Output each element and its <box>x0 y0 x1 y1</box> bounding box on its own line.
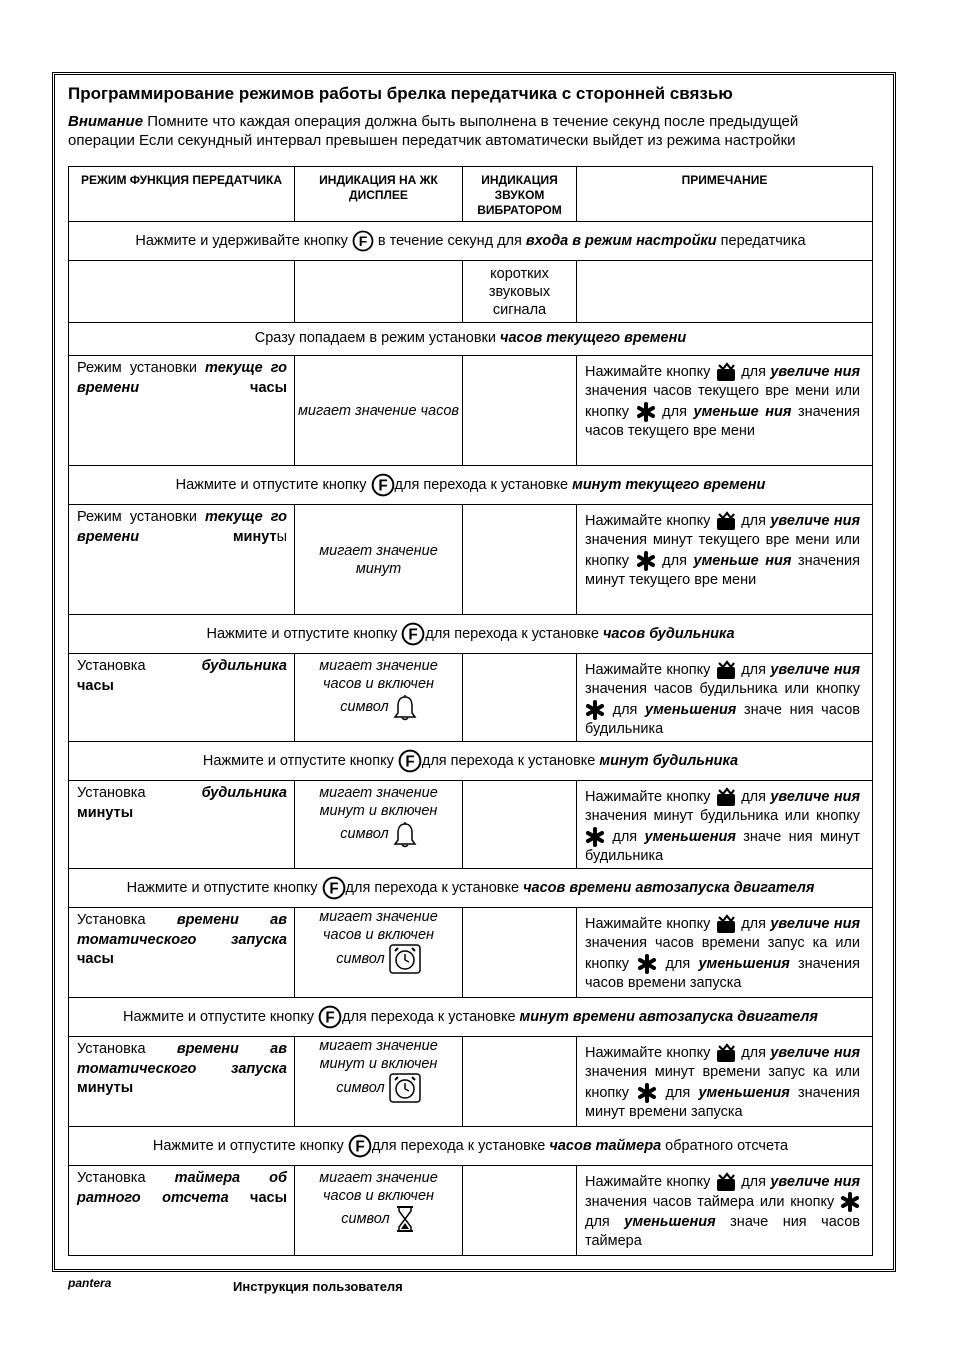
note-cell: Нажимайте кнопку для увеличе ния значения часов таймера или кнопку для уменьшения значе ния часов таймера <box>577 1166 873 1256</box>
asterisk-button-icon <box>585 700 605 720</box>
instruction-band: Нажмите и отпустите кнопку F для перехода к установке часов таймера обратного отсчета <box>69 1127 873 1166</box>
alarm-clock-icon <box>389 944 421 974</box>
svg-text:F: F <box>405 753 415 771</box>
asterisk-button-icon <box>636 551 656 571</box>
table-row <box>69 261 873 323</box>
lock-button-icon <box>715 1172 737 1192</box>
asterisk-button-icon <box>637 954 657 974</box>
sound-cell: коротких звуковых сигнала <box>463 261 577 323</box>
table-row <box>69 908 873 998</box>
note-cell: Нажимайте кнопку для увеличе ния значения минут будильника или кнопку для уменьшения значе ния минут будильника <box>577 781 873 869</box>
attention-label: Внимание <box>68 113 144 130</box>
hourglass-icon <box>394 1205 416 1233</box>
header-note: ПРИМЕЧАНИЕ <box>577 167 873 222</box>
footer-text: Инструкция пользователя <box>233 1279 403 1294</box>
table-row <box>69 654 873 742</box>
table-row <box>69 1166 873 1256</box>
svg-text:F: F <box>355 1138 365 1156</box>
attention-note: Внимание Помните что каждая операция должна быть выполнена в течение секунд после предыдущей операции Если секундный интервал превышен передатчик автоматически выйдет из режима настройки <box>68 113 799 149</box>
instruction-band: Нажмите и отпустите кнопку F для перехода к установке минут будильника <box>69 742 873 781</box>
mode-cell: Установка будильника минуты <box>69 781 295 869</box>
lock-button-icon <box>715 660 737 680</box>
lock-button-icon <box>715 1043 737 1063</box>
note-cell: Нажимайте кнопку для увеличе ния значения часов текущего вре мени или кнопку для уменьше ния значения часов текущего вре мени <box>577 356 873 466</box>
lcd-cell: мигает значение минут и включен символ <box>295 781 463 869</box>
note-cell: Нажимайте кнопку для увеличе ния значения минут времени запус ка или кнопку для уменьшения значения минут времени запуска <box>577 1037 873 1127</box>
lcd-cell: мигает значение минут <box>295 505 463 615</box>
f-button-icon <box>348 1134 372 1158</box>
instruction-band: Сразу попадаем в режим установки часов текущего времени <box>69 323 873 356</box>
table-row <box>69 781 873 869</box>
svg-text:F: F <box>377 477 388 495</box>
lcd-cell: мигает значение часов и включен символ <box>295 654 463 742</box>
table-row <box>69 1037 873 1127</box>
instruction-band: Нажмите и отпустите кнопку F для перехода к установке часов времени автозапуска двигателя <box>69 869 873 908</box>
table-row <box>69 505 873 615</box>
asterisk-button-icon <box>636 402 656 422</box>
instruction-band: Нажмите и удерживайте кнопку F в течение секунд для входа в режим настройки передатчика <box>69 222 873 261</box>
bell-icon <box>393 693 417 721</box>
note-cell: Нажимайте кнопку для увеличе ния значения часов будильника или кнопку для уменьшения значе ния часов будильника <box>577 654 873 742</box>
note-cell: Нажимайте кнопку для увеличе ния значения часов времени запус ка или кнопку для уменьшения значения часов времени запуска <box>577 908 873 998</box>
header-sound: ИНДИКАЦИЯ ЗВУКОМ ВИБРАТОРОМ <box>463 167 577 222</box>
svg-text:F: F <box>358 233 368 249</box>
settings-table <box>68 166 873 1256</box>
lcd-cell: мигает значение часов и включен символ <box>295 908 463 998</box>
table-header <box>69 167 873 222</box>
mode-cell: Установка времени ав томатического запуска часы <box>69 908 295 998</box>
f-button-icon <box>398 749 422 773</box>
instruction-band: Нажмите и отпустите кнопку F для перехода к установке минут времени автозапуска двигателя <box>69 998 873 1037</box>
header-lcd: ИНДИКАЦИЯ НА ЖК ДИСПЛЕЕ <box>295 167 463 222</box>
mode-cell: Установка таймера об ратного отсчета часы <box>69 1166 295 1256</box>
lock-button-icon <box>715 787 737 807</box>
instruction-band: Нажмите и отпустите кнопку F для перехода к установке часов будильника <box>69 615 873 654</box>
svg-text:F: F <box>408 626 419 644</box>
asterisk-button-icon <box>585 827 605 847</box>
mode-cell: Режим установки текуще го времени часы <box>69 356 295 466</box>
asterisk-button-icon <box>637 1083 657 1103</box>
lcd-cell: мигает значение часов <box>295 356 463 466</box>
bell-icon <box>393 820 417 848</box>
mode-cell: Режим установки текуще го времени минуты <box>69 505 295 615</box>
f-button-icon <box>352 230 374 252</box>
asterisk-button-icon <box>840 1192 860 1212</box>
lcd-cell: мигает значение часов и включен символ <box>295 1166 463 1256</box>
lcd-cell: мигает значение минут и включен символ <box>295 1037 463 1127</box>
pantera-logo: pantera <box>68 1276 112 1290</box>
f-button-icon <box>371 473 395 497</box>
note-cell: Нажимайте кнопку для увеличе ния значения минут текущего вре мени или кнопку для уменьше ния значения минут текущего вре мени <box>577 505 873 615</box>
svg-text:F: F <box>325 1009 335 1027</box>
f-button-icon <box>401 622 425 646</box>
alarm-clock-icon <box>389 1073 421 1103</box>
instruction-band: Нажмите и отпустите кнопку F для перехода к установке минут текущего времени <box>69 466 873 505</box>
page-title: Программирование режимов работы брелка передатчика с сторонней связью <box>68 84 733 103</box>
lock-button-icon <box>715 511 737 531</box>
mode-cell: Установка будильника часы <box>69 654 295 742</box>
f-button-icon <box>318 1005 342 1029</box>
f-button-icon <box>322 876 346 900</box>
mode-cell: Установка времени ав томатического запуска минуты <box>69 1037 295 1127</box>
table-row <box>69 356 873 466</box>
header-mode: РЕЖИМ ФУНКЦИЯ ПЕРЕДАТЧИКА <box>69 167 295 222</box>
svg-text:F: F <box>328 880 339 898</box>
lock-button-icon <box>715 914 737 934</box>
lock-button-icon <box>715 362 737 382</box>
